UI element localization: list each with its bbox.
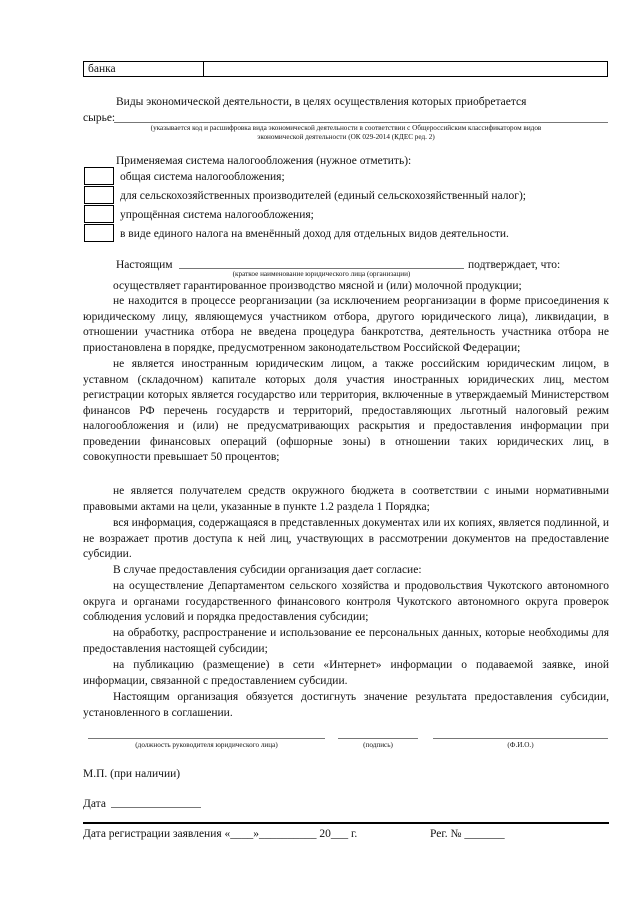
para-obligation: Настоящим организация обязуется достигнуть значение результата предоставления субсидии, установленного в соглашении.	[83, 691, 609, 719]
date-label: Дата	[83, 798, 106, 810]
signature-hint: (подпись)	[363, 741, 393, 749]
tax-option-imputed: в виде единого налога на вменённый доход для отдельных видов деятельности.	[120, 228, 509, 240]
org-name-hint: (краткое наименование юридического лица (организации)	[232, 270, 411, 278]
activity-hint-1: (указывается код и расшифровка вида экономической деятельности в соответствии с Общероссийским классификатором видов	[150, 124, 542, 132]
tax-checkbox-agri[interactable]	[84, 186, 114, 204]
activity-hint-2: экономической деятельности (ОК 029-2014 (КДЕС ред. 2)	[257, 133, 435, 141]
confirm-lead: Настоящим	[116, 259, 173, 271]
registration-date: Дата регистрации заявления «____»__________ 20___ г.	[83, 828, 358, 840]
activity-intro: Виды экономической деятельности, в целях осуществления которых приобретается	[116, 96, 527, 108]
registration-number: Рег. № _______	[430, 828, 505, 840]
position-hint: (должность руководителя юридического лица)	[135, 741, 278, 749]
tax-checkbox-simplified[interactable]	[84, 205, 114, 223]
activity-raw-label: сырье:	[83, 112, 116, 124]
para-not-recipient: не является получателем средств окружного бюджета в соответствии с иными нормативными правовыми актами на цели, указанные в пункте 1.2 раздела 1 Порядка;	[83, 485, 609, 513]
tax-checkbox-imputed[interactable]	[84, 224, 114, 242]
para-consent-publication: на публикацию (размещение) в сети «Интернет» информации о подаваемой заявке, иной информации, связанной с предоставлением субсидии.	[83, 659, 609, 687]
tax-option-agri: для сельскохозяйственных производителей (единый сельскохозяйственный налог);	[120, 190, 526, 202]
full-name-hint: (Ф.И.О.)	[507, 741, 534, 749]
full-name-line[interactable]	[433, 738, 608, 739]
para-production: осуществляет гарантированное производство мясной и (или) молочной продукции;	[113, 280, 522, 292]
para-information: вся информация, содержащаяся в представленных документах или их копиях, является подлинной, и не возражает против доступа к ней лиц, участвующих в рассмотрении документов на предоставление субсидии.	[83, 517, 609, 560]
bank-label: банка	[84, 62, 204, 76]
org-name-line[interactable]	[179, 268, 464, 269]
bank-row	[83, 61, 608, 77]
signature-line[interactable]	[338, 738, 418, 739]
date-line[interactable]	[111, 807, 201, 808]
para-consent-intro: В случае предоставления субсидии организация дает согласие:	[113, 564, 422, 576]
para-consent-inspection: на осуществление Департаментом сельского хозяйства и продовольствия Чукотского автономного округа и органами государственного финансового контроля Чукотского автономного округа проверок соблюдения условий и порядка предоставления субсидии;	[83, 580, 609, 623]
para-reorganization: не находится в процессе реорганизации (за исключением реорганизации в форме присоединения к юридическому лицу, являющемуся участником отбора, другого юридического лица), ликвидации, в отношении участника отбора не введена процедура банкротства, деятельность участника отбора не приостановлена в порядке, предусмотренном законодательством Российской Федерации;	[83, 295, 609, 354]
position-line[interactable]	[88, 738, 325, 739]
tax-option-general: общая система налогообложения;	[120, 171, 285, 183]
para-foreign: не является иностранным юридическим лицом, а также российским юридическим лицом, в уставном (складочном) капитале которых доля участия иностранных юридических лиц, местом регистрации которых является государство или территория, включенные в утверждаемый Министерством финансов РФ перечень государств и территорий, предоставляющих льготный налоговый режим налогообложения и (или) не предусматривающих раскрытия и предоставления информации при проведении финансовых операций (офшорные зоны) в отношении таких юридических лиц, в совокупности превышает 50 процентов;	[83, 358, 609, 463]
tax-title: Применяемая система налогообложения (нужное отметить):	[116, 155, 412, 167]
para-consent-data: на обработку, распространение и использование ее персональных данных, которые необходимы для предоставления настоящей субсидии;	[83, 627, 609, 655]
stamp-label: М.П. (при наличии)	[83, 768, 181, 780]
tax-checkbox-general[interactable]	[84, 167, 114, 185]
footer-divider	[83, 822, 609, 824]
tax-option-simplified: упрощённая система налогообложения;	[120, 209, 314, 221]
confirm-tail: подтверждает, что:	[468, 259, 561, 271]
activity-line[interactable]	[114, 122, 608, 123]
